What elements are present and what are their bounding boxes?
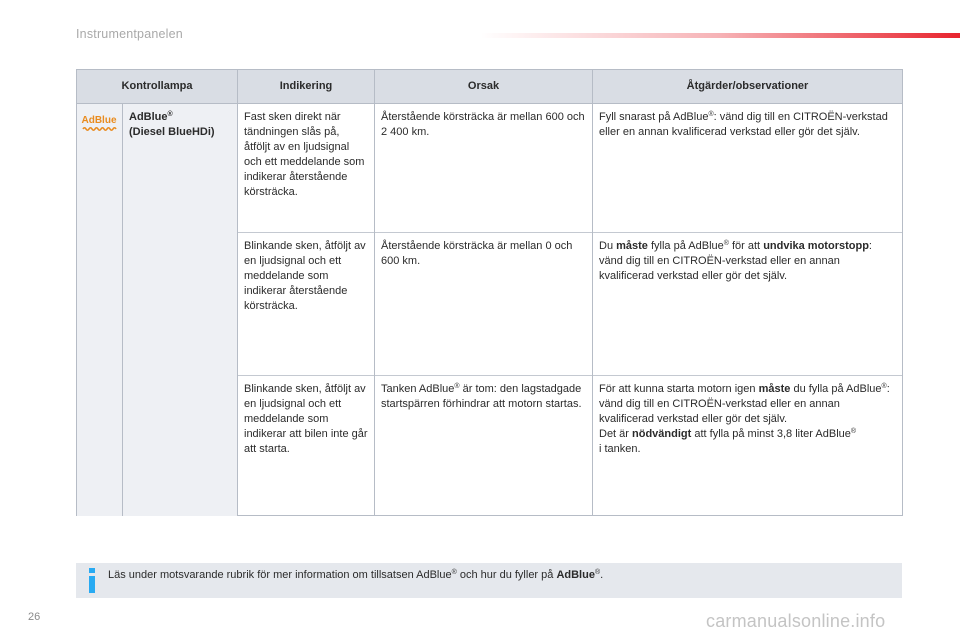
indication-cell-3: Blinkande sken, åtföljt av en ljudsignal och ett meddelande som indikerar att bilen inte går att starta.: [238, 376, 375, 516]
cause-cell-1: Återstående körsträcka är mellan 600 och 2 400 km.: [375, 104, 593, 233]
lamp-subtitle: (Diesel BlueHDi): [129, 126, 215, 138]
info-tip-box: [76, 563, 902, 598]
lamp-name-cell: [123, 104, 238, 516]
header-indikering: Indikering: [238, 70, 375, 104]
indication-cell-2: Blinkande sken, åtföljt av en ljudsignal och ett meddelande som indikerar återstående körsträcka.: [238, 233, 375, 376]
warning-lamp-table: [76, 69, 903, 516]
action-cell-3: För att kunna starta motorn igen måste du fylla på AdBlue®: vänd dig till en CITROËN-verkstad eller en annan kvalificerad verkstad eller gör det själv. Det är nödvändigt att fylla på minst 3,8 liter AdBlue® i tanken.: [593, 376, 903, 516]
header-orsak: Orsak: [375, 70, 593, 104]
action-cell-1: Fyll snarast på AdBlue®: vänd dig till en CITROËN-verkstad eller en annan kvalificerad verkstad eller gör det själv.: [593, 104, 903, 233]
info-tip-text: Läs under motsvarande rubrik för mer information om tillsatsen AdBlue® och hur du fyller på AdBlue®.: [108, 569, 604, 581]
page-number: 26: [28, 611, 41, 623]
header-kontrollampa: Kontrollampa: [77, 70, 238, 104]
adblue-warning-icon: [79, 114, 119, 132]
table-header-row: [77, 70, 903, 104]
watermark: carmanualsonline.info: [706, 611, 886, 631]
table-row: [77, 104, 903, 233]
lamp-icon-cell: [77, 104, 123, 516]
indication-cell-1: Fast sken direkt när tändningen slås på, åtföljt av en ljudsignal och ett meddelande som indikerar återstående körsträcka.: [238, 104, 375, 233]
header-accent-bar: [480, 33, 960, 38]
info-icon: [86, 567, 98, 594]
header-atgarder: Åtgärder/observationer: [593, 70, 903, 104]
cause-cell-3: Tanken AdBlue® är tom: den lagstadgade startspärren förhindrar att motorn startas.: [375, 376, 593, 516]
cause-cell-2: Återstående körsträcka är mellan 0 och 600 km.: [375, 233, 593, 376]
action-cell-2: Du måste fylla på AdBlue® för att undvika motorstopp: vänd dig till en CITROËN-verkstad eller en annan kvalificerad verkstad eller gör det själv.: [593, 233, 903, 376]
section-title: Instrumentpanelen: [76, 27, 183, 41]
lamp-name: AdBlue®: [129, 111, 173, 123]
svg-text:AdBlue: AdBlue: [81, 115, 117, 126]
